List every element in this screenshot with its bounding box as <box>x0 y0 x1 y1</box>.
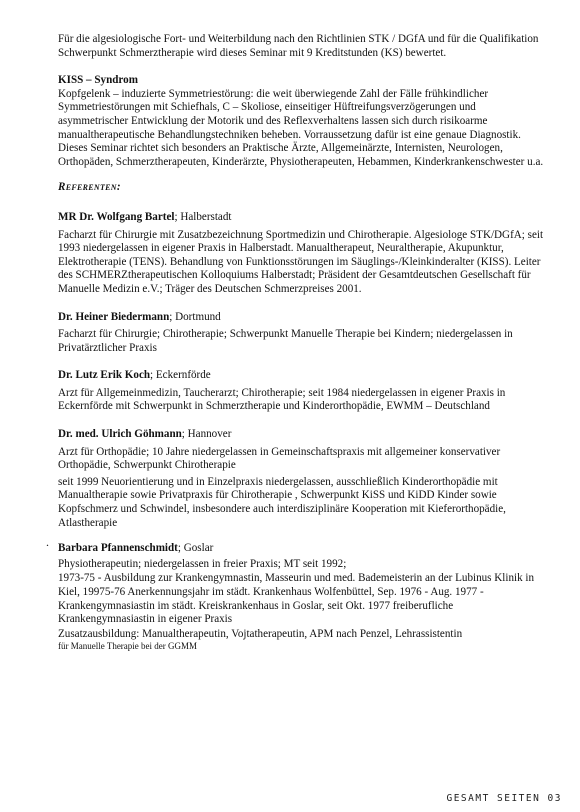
referent-description: seit 1999 Neuorientierung und in Einzelpraxis niedergelassen, ausschließlich Kinderorthopädie mit Manualtherapie sowie Privatpraxis für Chirotherapie , Schwerpunkt KiSS und KiDD Kinder sowie Kopfschmerz und Schwindel, insbesondere auch interdisziplinäre Kooperation mit Kieferorthopädie, Atlastherapie <box>58 475 506 529</box>
referent-description: Arzt für Orthopädie; 10 Jahre niedergelassen in Gemeinschaftspraxis mit allgemeiner konservativer Orthopädie, Schwerpunkt Chirotherapie <box>58 445 501 472</box>
referent-name: MR Dr. Wolfgang Bartel <box>58 210 175 223</box>
document-page <box>58 33 548 666</box>
referent-city: ; Goslar <box>177 542 214 555</box>
referents-heading: Referenten: <box>58 181 121 194</box>
referent-goehmann <box>58 428 548 530</box>
referent-description: Arzt für Allgemeinmedizin, Taucherarzt; Chirotherapie; seit 1984 niedergelassen in eigener Praxis in Eckernförde mit Schwerpunkt in Schmerztherapie und Kinderorthopädie, EWMM – Deutschland <box>58 386 506 413</box>
referent-description: Facharzt für Chirurgie mit Zusatzbezeichnung Sportmedizin und Chirotherapie. Algesiologe STK/DGfA; seit 1993 niedergelassen in eigener Praxis in Halberstadt. Manualtherapeut, Neuraltherapie, Akupunktur, Elektrotherapie (TENS). Behandlung von Funktionsstörungen im Säuglings-/Kleinkinderalter (KISS). Leiter des SCHMERZtherapeutischen Kolloquiums Halberstadt; Präsident der Gesamtdeutschen Gesellschaft für Manuelle Medizin e.V.; Träger des Deutschen Schmerzpreises 2001. <box>58 228 544 295</box>
referent-name-line <box>58 369 548 383</box>
referent-koch <box>58 369 548 414</box>
intro-paragraph <box>58 33 548 60</box>
referent-name: Dr. med. Ulrich Göhmann <box>58 428 182 441</box>
referent-bartel <box>58 211 548 297</box>
referent-description: Facharzt für Chirurgie; Chirotherapie; Schwerpunkt Manuelle Therapie bei Kindern; niedergelassen in Privatärztlicher Praxis <box>58 328 513 354</box>
referent-pfannenschmidt <box>58 542 548 652</box>
referent-city: ; Eckernförde <box>150 369 211 382</box>
intro-text: Für die algesiologische Fort- und Weiterbildung nach den Richtlinien STK / DGfA und für die Qualifikation Schwerpunkt Schmerztherapie wird dieses Seminar mit 9 Kreditstunden (KS) bewertet. <box>58 33 539 59</box>
referent-city: ; Hannover <box>181 428 232 441</box>
referent-name-line <box>58 311 548 325</box>
referent-name: Dr. Lutz Erik Koch <box>58 369 151 382</box>
referent-description-cutoff: für Manuelle Therapie bei der GGMM <box>58 641 198 652</box>
kiss-body: Kopfgelenk – induzierte Symmetriestörung: die weit überwiegende Zahl der Fälle frühkindlicher Symmetriestörungen mit Schiefhals, C – Skoliose, einseitiger Hüftreifungsverzögerungen und asymmetrischer Entwicklung der Motorik und des Reflexverhaltens lassen sich durch risikoarme manualtherapeutische Behandlungstechniken beheben. Vorraussetzung dafür ist eine genaue Diagnostik. <box>58 87 521 141</box>
referent-name-line <box>58 428 548 442</box>
fax-footer: GESAMT SEITEN 03 <box>446 793 562 804</box>
referent-description: 1973-75 - Ausbildung zur Krankengymnastin, Masseurin und med. Bademeisterin an der Lubinus Klinik in Kiel, 19975-76 Anerkennungsjahr im städt. Krankenhaus Wolfenbüttel, Sep. 1976 - Aug. 1977 - Krankengymnasiastin im städt. Kreiskrankenhaus in Goslar, seit Okt. 1977 freiberufliche Krankengymnasiastin in eigener Praxis <box>58 572 535 626</box>
referent-description: Physiotherapeutin; niedergelassen in freier Praxis; MT seit 1992; <box>58 557 347 570</box>
kiss-section <box>58 74 548 169</box>
kiss-audience: Dieses Seminar richtet sich besonders an Praktische Ärzte, Allgemeinärzte, Internisten, Neurologen, Orthopäden, Schmerztherapeuten, Kinderärzte, Physiotherapeuten, Hebammen, Kinderkrankenschwester u.a. <box>58 142 544 168</box>
referent-city: ; Halberstadt <box>174 210 232 223</box>
referent-biedermann <box>58 311 548 356</box>
referent-name-line <box>58 542 548 556</box>
referent-name: Dr. Heiner Biedermann <box>58 310 170 323</box>
referent-name-line <box>58 211 548 225</box>
margin-mark: . <box>46 535 49 549</box>
referent-city: ; Dortmund <box>169 310 221 323</box>
kiss-title: KISS – Syndrom <box>58 74 138 87</box>
referent-name: Barbara Pfannenschmidt <box>58 542 178 555</box>
referent-description: Zusatzausbildung: Manualtherapeutin, Vojtatherapeutin, APM nach Penzel, Lehrassistentin <box>58 627 463 640</box>
